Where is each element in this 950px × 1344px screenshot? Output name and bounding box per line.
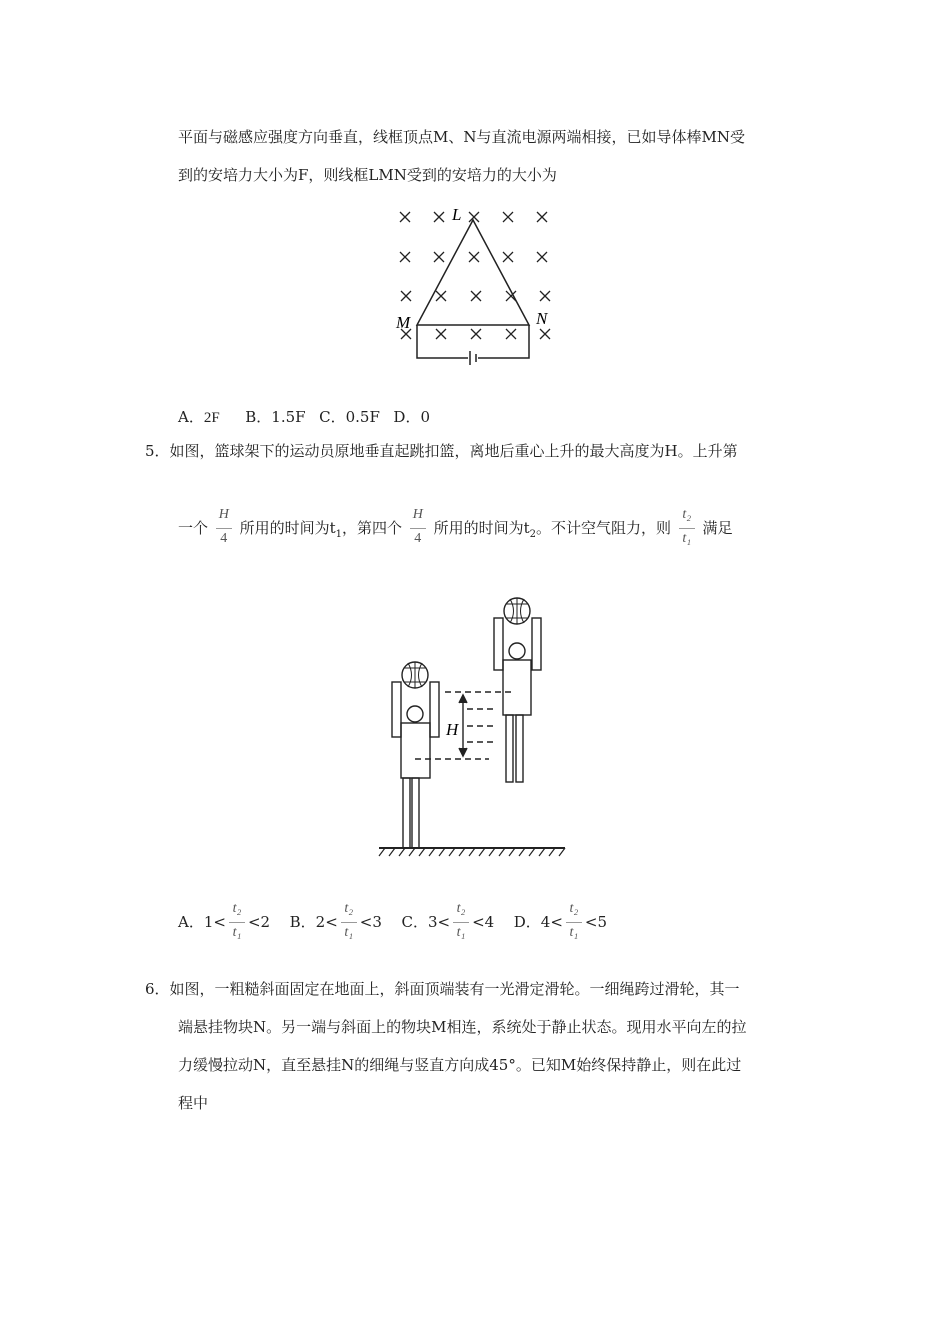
q5-number: 5． — [145, 442, 170, 460]
q4-option-d[interactable]: D．0 — [393, 408, 430, 426]
label-L: L — [452, 205, 462, 224]
q5-options — [178, 902, 607, 943]
label-M: M — [396, 313, 411, 332]
q4-option-b[interactable]: B．1.5F — [245, 408, 306, 426]
ground-hatching — [379, 848, 565, 856]
label-N: N — [536, 309, 548, 328]
jumping-player — [494, 598, 541, 782]
q6-number: 6． — [145, 980, 170, 998]
q5-option-c[interactable]: C．3< $\frac{\text{t₂}}{\text{t₁}}$ <4 — [401, 901, 495, 940]
q4-options — [178, 407, 430, 428]
q6-line-3: 力缓慢拉动N，直至悬挂N的细绳与竖直方向成45°。已知M始终保持静止，则在此过 — [178, 1056, 742, 1074]
q5-line-2: 一个 $\frac{H}{4}$ 所用的时间为$t_1$，第四个 $\frac{H}{4}$ 所用的时间为$t_2$。不计空气阻力，则 $\frac{\text{t₂}}{\text{t₁}}$ 满足 — [178, 508, 733, 555]
q5-option-b[interactable]: B．2< $\frac{\text{t₂}}{\text{t₁}}$ <3 — [289, 901, 382, 940]
battery-symbol — [470, 351, 476, 365]
q5-line-1: 5．如图，篮球架下的运动员原地垂直起跳扣篮，离地后重心上升的最大高度为H。上升第 — [145, 442, 738, 460]
power-circuit-wire — [417, 325, 529, 358]
q5-figure-basketball-jump — [375, 592, 575, 864]
fraction-H-over-4-second: $\frac{H}{4}$ — [409, 509, 427, 549]
fraction-H-over-4: $\frac{H}{4}$ — [215, 509, 233, 549]
q4-line-1: 平面与磁感应强度方向垂直，线框顶点M、N与直流电源两端相接，已如导体棒MN受 — [178, 128, 745, 146]
fraction-t2-over-t1: $\frac{\text{t₂}}{\text{t₁}}$ — [678, 509, 696, 549]
standing-player — [392, 662, 439, 848]
q4-line-2: 到的安培力大小为F，则线框LMN受到的安培力的大小为 — [178, 166, 557, 184]
q6-line-4: 程中 — [178, 1094, 209, 1112]
q5-option-a[interactable]: A．1< $\frac{\text{t₂}}{\text{t₁}}$ <2 — [178, 901, 271, 940]
q4-option-c[interactable]: C．0.5F — [319, 408, 380, 426]
q6-line-1: 6．如图，一粗糙斜面固定在地面上，斜面顶端装有一光滑定滑轮。一细绳跨过滑轮，其一 — [145, 980, 740, 998]
q5-option-d[interactable]: D．4< $\frac{\text{t₂}}{\text{t₁}}$ <5 — [513, 901, 608, 940]
field-x-marks — [400, 212, 550, 339]
triangle-frame-LMN — [417, 220, 529, 325]
q6-line-2: 端悬挂物块N。另一端与斜面上的物块M相连，系统处于静止状态。现用水平向左的拉 — [178, 1018, 747, 1036]
label-H: H — [446, 720, 459, 739]
q4-option-a[interactable]: A．2F — [178, 408, 220, 426]
q4-figure-triangle-in-field — [388, 200, 558, 370]
